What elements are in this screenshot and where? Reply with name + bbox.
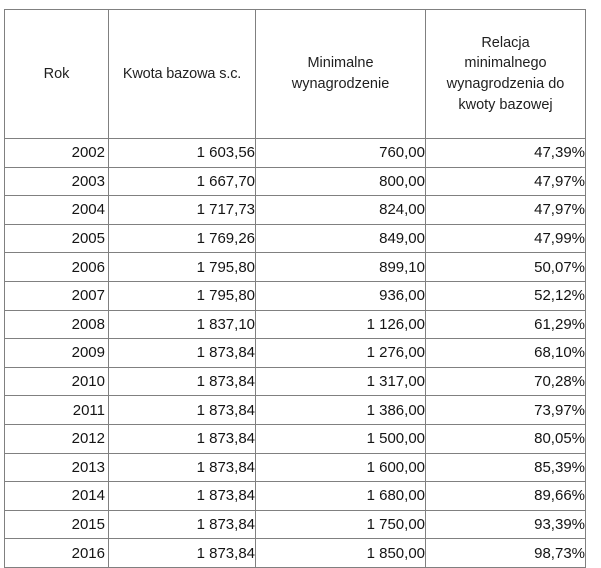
table-row [5, 310, 586, 339]
cell-base-amount: 1 667,70 [109, 167, 256, 196]
column-header-minimalne-wynagrodzenie [256, 10, 426, 139]
cell-base-amount: 1 873,84 [109, 453, 256, 482]
column-header-relacja-line2: minimalnego [464, 55, 547, 72]
column-header-rok [5, 10, 109, 139]
cell-minimum-wage: 1 680,00 [256, 482, 426, 511]
cell-minimum-wage: 1 600,00 [256, 453, 426, 482]
cell-year: 2014 [5, 482, 109, 511]
cell-year: 2003 [5, 167, 109, 196]
table-row [5, 510, 586, 539]
table-header [5, 10, 586, 139]
cell-minimum-wage: 936,00 [256, 281, 426, 310]
cell-ratio: 47,39% [426, 139, 586, 168]
cell-year: 2011 [5, 396, 109, 425]
column-header-relacja [426, 10, 586, 139]
cell-minimum-wage: 1 317,00 [256, 367, 426, 396]
column-header-minimalne-line1: Minimalne [307, 55, 374, 72]
cell-minimum-wage: 1 276,00 [256, 339, 426, 368]
column-header-rok-label: Rok [43, 65, 70, 82]
table-row [5, 367, 586, 396]
cell-ratio: 98,73% [426, 539, 586, 568]
wage-base-amount-table [4, 9, 586, 568]
cell-base-amount: 1 873,84 [109, 367, 256, 396]
table-row [5, 453, 586, 482]
cell-year: 2012 [5, 424, 109, 453]
cell-base-amount: 1 873,84 [109, 510, 256, 539]
cell-minimum-wage: 1 500,00 [256, 424, 426, 453]
cell-minimum-wage: 849,00 [256, 224, 426, 253]
cell-base-amount: 1 873,84 [109, 539, 256, 568]
cell-ratio: 47,97% [426, 196, 586, 225]
table-row [5, 339, 586, 368]
cell-year: 2013 [5, 453, 109, 482]
column-header-kwota-bazowa-label: Kwota bazowa s.c. [122, 65, 242, 82]
cell-base-amount: 1 837,10 [109, 310, 256, 339]
cell-base-amount: 1 603,56 [109, 139, 256, 168]
cell-minimum-wage: 824,00 [256, 196, 426, 225]
cell-ratio: 73,97% [426, 396, 586, 425]
cell-base-amount: 1 795,80 [109, 281, 256, 310]
table-row [5, 196, 586, 225]
cell-year: 2004 [5, 196, 109, 225]
cell-minimum-wage: 1 750,00 [256, 510, 426, 539]
cell-minimum-wage: 1 386,00 [256, 396, 426, 425]
column-header-relacja-line3: wynagrodzenia do [446, 76, 565, 92]
cell-year: 2007 [5, 281, 109, 310]
cell-ratio: 68,10% [426, 339, 586, 368]
cell-ratio: 89,66% [426, 482, 586, 511]
cell-year: 2005 [5, 224, 109, 253]
table-row [5, 167, 586, 196]
cell-ratio: 80,05% [426, 424, 586, 453]
cell-minimum-wage: 1 126,00 [256, 310, 426, 339]
cell-ratio: 52,12% [426, 281, 586, 310]
table-row [5, 539, 586, 568]
cell-ratio: 61,29% [426, 310, 586, 339]
cell-year: 2002 [5, 139, 109, 168]
cell-year: 2009 [5, 339, 109, 368]
cell-year: 2016 [5, 539, 109, 568]
table-body [5, 139, 586, 568]
cell-ratio: 85,39% [426, 453, 586, 482]
cell-ratio: 70,28% [426, 367, 586, 396]
cell-minimum-wage: 760,00 [256, 139, 426, 168]
cell-base-amount: 1 795,80 [109, 253, 256, 282]
cell-ratio: 50,07% [426, 253, 586, 282]
table-row [5, 224, 586, 253]
cell-base-amount: 1 769,26 [109, 224, 256, 253]
column-header-kwota-bazowa [109, 10, 256, 139]
cell-ratio: 47,99% [426, 224, 586, 253]
table-header-row [5, 10, 586, 139]
cell-minimum-wage: 800,00 [256, 167, 426, 196]
spreadsheet-area [4, 9, 585, 568]
table-row [5, 424, 586, 453]
table-row [5, 253, 586, 282]
cell-year: 2010 [5, 367, 109, 396]
cell-minimum-wage: 1 850,00 [256, 539, 426, 568]
cell-base-amount: 1 717,73 [109, 196, 256, 225]
cell-minimum-wage: 899,10 [256, 253, 426, 282]
table-row [5, 482, 586, 511]
column-header-relacja-line4: kwoty bazowej [458, 96, 553, 113]
cell-year: 2006 [5, 253, 109, 282]
cell-year: 2008 [5, 310, 109, 339]
column-header-relacja-line1: Relacja [481, 34, 530, 51]
cell-base-amount: 1 873,84 [109, 424, 256, 453]
cell-ratio: 93,39% [426, 510, 586, 539]
table-row [5, 396, 586, 425]
column-header-minimalne-line2: wynagrodzenie [291, 76, 390, 92]
cell-base-amount: 1 873,84 [109, 396, 256, 425]
cell-ratio: 47,97% [426, 167, 586, 196]
table-row [5, 139, 586, 168]
table-row [5, 281, 586, 310]
cell-base-amount: 1 873,84 [109, 339, 256, 368]
cell-base-amount: 1 873,84 [109, 482, 256, 511]
cell-year: 2015 [5, 510, 109, 539]
